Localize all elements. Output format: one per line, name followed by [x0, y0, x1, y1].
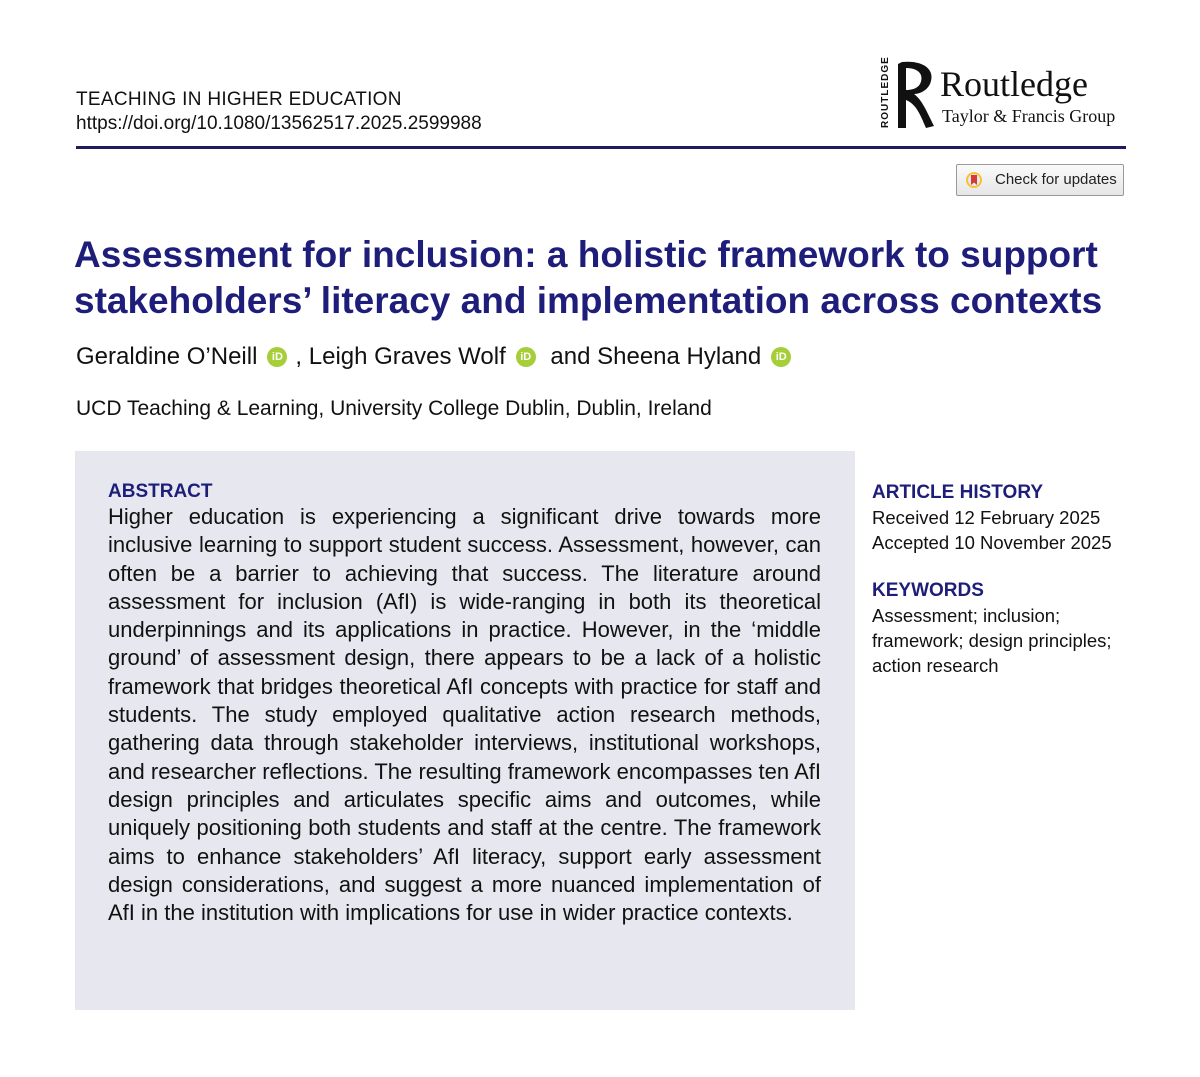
abstract-heading: ABSTRACT [108, 481, 213, 502]
author-name: Leigh Graves Wolf [308, 343, 506, 370]
keywords-heading: KEYWORDS [872, 580, 984, 601]
publisher-brand: Routledge [940, 64, 1088, 104]
article-history [872, 480, 1112, 555]
header-divider [76, 146, 1126, 149]
abstract-panel [75, 451, 855, 1010]
accepted-date: Accepted 10 November 2025 [872, 532, 1112, 553]
publisher-group: Taylor & Francis Group [942, 106, 1116, 126]
received-date: Received 12 February 2025 [872, 507, 1101, 528]
publisher-vertical-label: ROUTLEDGE [880, 56, 891, 128]
publisher-logo [880, 58, 1140, 134]
doi-link[interactable]: https://doi.org/10.1080/13562517.2025.2599988 [76, 113, 482, 134]
check-updates-button[interactable] [956, 164, 1124, 196]
orcid-icon[interactable]: iD [267, 347, 287, 367]
orcid-icon[interactable]: iD [771, 347, 791, 367]
orcid-icon[interactable]: iD [516, 347, 536, 367]
check-updates-label: Check for updates [995, 171, 1117, 188]
journal-header [76, 88, 482, 136]
author-name: Geraldine O’Neill [76, 343, 258, 370]
check-updates-icon [965, 171, 983, 189]
keywords-text: Assessment; inclusion; framework; design principles; action research [872, 605, 1112, 676]
abstract-text: Higher education is experiencing a significant drive towards more inclusive learning to support student success. Assessment, however, can often be a barrier to achieving that success. The literature around assessment for inclusion (AfI) is wide-ranging in both its theoretical underpinnings and its applications in practice. However, in the ‘middle ground’ of assessment design, there appears to be a lack of a holistic framework that bridges theoretical AfI concepts with practice for staff and students. The study employed qualitative action research methods, gathering data through stakeholder interviews, institutional workshops, and researcher reflections. The resulting framework encompasses ten AfI design principles and articulates specific aims and outcomes, while uniquely positioning both students and staff at the centre. The framework aims to enhance stakeholders’ AfI literacy, support early assessment design considerations, and suggest a more nuanced implementation of AfI in the institution with implications for use in wider practice contexts. [108, 504, 821, 926]
affiliation: UCD Teaching & Learning, University College Dublin, Dublin, Ireland [76, 397, 712, 420]
article-history-heading: ARTICLE HISTORY [872, 482, 1044, 503]
journal-name: TEACHING IN HIGHER EDUCATION [76, 89, 402, 110]
author-name: Sheena Hyland [597, 343, 762, 370]
article-title: Assessment for inclusion: a holistic framework to support stakeholders’ literacy and implementation across contexts [74, 234, 1103, 321]
routledge-r-icon [896, 60, 938, 130]
author-list: Geraldine O’Neill iD , Leigh Graves Wolf iD and Sheena Hyland iD [76, 340, 799, 374]
keywords [872, 578, 1122, 678]
